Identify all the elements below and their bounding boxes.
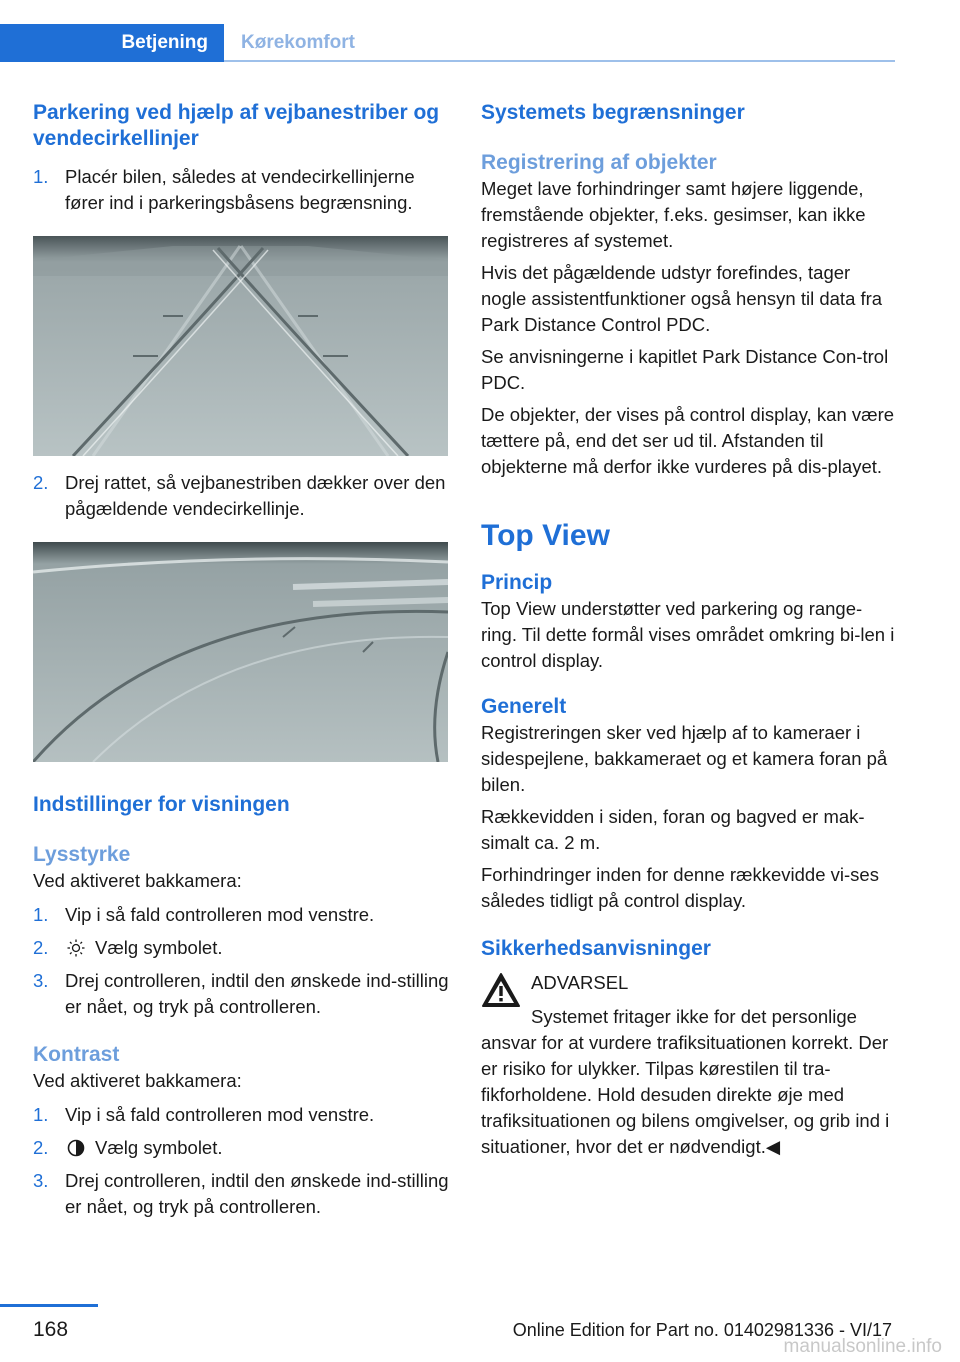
warning-first-line: Systemet fritager ikke for det personlige (531, 1006, 857, 1027)
step-number: 3. (33, 970, 49, 991)
step-text: Drej controlleren, indtil den ønskede ind-stilling er nået, og tryk på controlleren. (65, 970, 449, 1017)
chapter-title-top-view: Top View (481, 519, 610, 552)
step-number: 3. (33, 1170, 49, 1191)
footer-rule (0, 1304, 98, 1307)
camera-image-turning-lines (33, 236, 448, 456)
step-text: Drej rattet, så vejbanestriben dækker over den pågældende vendecirkellinje. (65, 472, 446, 519)
step-number: 1. (33, 904, 49, 925)
section-title-system-limits: Systemets begrænsninger (481, 101, 745, 124)
section-title-general: Generelt (481, 695, 567, 718)
subsection-title-contrast: Kontrast (33, 1043, 120, 1066)
brightness-steps (33, 902, 449, 1020)
list-item (33, 1168, 449, 1220)
section-title-parking-lines: Parkering ved hjælp af vejbanestriber og vendecirkellinjer (33, 101, 440, 150)
step-text: Vælg symbolet. (95, 1137, 223, 1158)
list-item (33, 1102, 449, 1128)
list-item (33, 902, 449, 928)
section-title-safety: Sikkerhedsanvisninger (481, 937, 711, 960)
paragraph: Hvis det pågældende udstyr forefindes, tager nogle assistentfunktioner også hensyn til data fra Park Distance Control PDC. (481, 262, 883, 335)
contrast-intro: Ved aktiveret bakkamera: (33, 1070, 242, 1091)
paragraph: De objekter, der vises på control display, kan være tættere på, end det ser ud til. Afstanden til objekterne må derfor ikke vurderes på dis-playet. (481, 404, 895, 477)
brightness-icon (67, 939, 85, 957)
step-number: 2. (33, 937, 49, 958)
subsection-title-object-detection: Registrering af objekter (481, 151, 717, 174)
warning-text: ansvar for at vurdere trafiksituationen korrekt. Der er risiko for ulykker. Tilpas kørestilen til tra-fikforholdene. Hold desuden direkte øje med trafiksituationen og bilens omgivelser, og grib ind i situationer, hvor det er nødvendigt.◀ (481, 1032, 890, 1157)
step-text: Placér bilen, således at vendecirkellinjerne fører ind i parkeringsbåsens begrænsning. (65, 166, 415, 213)
paragraph: Rækkevidden i siden, foran og bagved er mak-simalt ca. 2 m. (481, 806, 865, 853)
parking-steps-2 (33, 470, 449, 522)
step-number: 1. (33, 1104, 49, 1125)
subsection-title-brightness: Lysstyrke (33, 843, 131, 866)
brightness-intro: Ved aktiveret bakkamera: (33, 870, 242, 891)
step-number: 2. (33, 1137, 49, 1158)
left-column (33, 100, 449, 1220)
tab-korekomfort[interactable]: Kørekomfort (241, 32, 356, 53)
step-number: 2. (33, 472, 49, 493)
step-number: 1. (33, 166, 49, 187)
page-number: 168 (33, 1318, 69, 1341)
paragraph: Registreringen sker ved hjælp af to kameraer i sidespejlene, bakkameraet og et kamera foran på bilen. (481, 722, 888, 795)
chapter-tabs (0, 24, 895, 62)
parking-steps-1 (33, 164, 449, 216)
step-text: Vip i så fald controlleren mod venstre. (65, 1104, 375, 1125)
list-item (33, 164, 449, 216)
section-title-view-settings: Indstillinger for visningen (33, 793, 290, 816)
warning-block (481, 970, 897, 1160)
warning-triangle-icon (481, 972, 521, 1008)
watermark: manualsonline.info (783, 1336, 942, 1357)
paragraph: Top View understøtter ved parkering og range-ring. Til dette formål vises området omkring bi-len i control display. (481, 598, 895, 671)
tab-betjening[interactable]: Betjening (0, 24, 224, 62)
list-item (33, 1135, 449, 1161)
step-text: Vip i så fald controlleren mod venstre. (65, 904, 375, 925)
right-column (481, 100, 897, 1160)
paragraph: Forhindringer inden for denne rækkevidde vi-ses således tidligt på control display. (481, 864, 879, 911)
warning-label: ADVARSEL (531, 972, 629, 993)
camera-image-lane-line (33, 542, 448, 762)
step-text: Drej controlleren, indtil den ønskede ind-stilling er nået, og tryk på controlleren. (65, 1170, 449, 1217)
contrast-icon (67, 1139, 85, 1157)
list-item (33, 968, 449, 1020)
section-title-principle: Princip (481, 571, 553, 594)
list-item (33, 935, 449, 961)
step-text: Vælg symbolet. (95, 937, 223, 958)
edition-text: Online Edition for Part no. 01402981336 - VI/17 (512, 1320, 892, 1340)
paragraph: Meget lave forhindringer samt højere liggende, fremstående objekter, f.eks. gesimser, kan ikke registreres af systemet. (481, 178, 866, 251)
tab-underline (224, 60, 895, 62)
list-item (33, 470, 449, 522)
contrast-steps (33, 1102, 449, 1220)
paragraph: Se anvisningerne i kapitlet Park Distance Con-trol PDC. (481, 346, 889, 393)
